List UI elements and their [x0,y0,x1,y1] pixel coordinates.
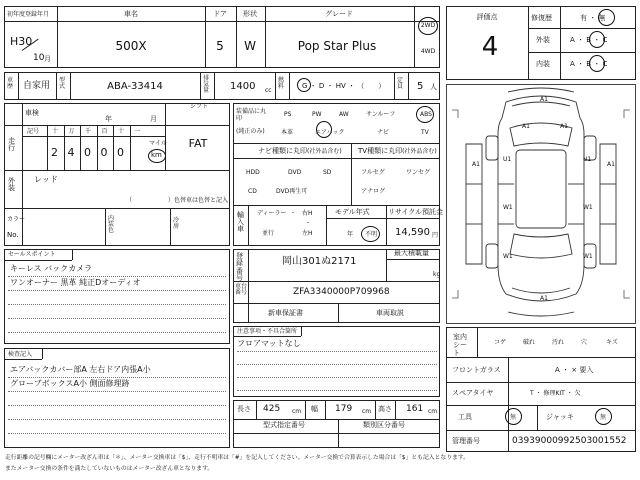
registration-label: 登録番号 [236,252,243,283]
displacement: 1400 [230,81,256,92]
diag-label-u1-left: U1 [503,156,512,163]
seat-item-3: 汚れ [552,339,565,346]
diag-label-a1-top: A1 [540,96,548,103]
fuel-label: 燃料 [278,77,285,90]
diag-label-a1-right: A1 [607,161,615,168]
import-right: 右H [302,210,313,217]
diag-label-a1-roof: A1 [560,123,568,130]
model-name: 500X [115,39,147,53]
equip-sunroof: サンルーフ [366,111,396,118]
digit-place-label: 千 [85,128,92,135]
equip-pw: PW [312,111,322,118]
seat-item-2: 破れ [523,339,536,346]
diag-label-u1-right: U1 [583,156,592,163]
mileage-symbol-label: 記号 [27,128,40,135]
class-label: 類別区分番号 [363,421,405,429]
tools-value: 無 [510,414,517,421]
max-load-label: 最大積載量 [394,249,429,257]
mileage-digit: 4 [67,146,75,159]
digit-place-label: 万 [68,128,75,135]
glass-label: フロントガラス [452,366,501,374]
glass-value: A ・ × 要入 [555,366,594,374]
seat-item-5: キズ [606,339,618,346]
model-label: 車名 [124,10,138,18]
footer-note-2: またメーター交換の条件を満たしていないものはメーター改ざん車となります。 [5,466,214,472]
recycle-value: 14,590 [395,227,430,238]
inspection-year: 年 [105,115,112,123]
inspection-month: 月 [150,115,157,123]
reg-month-unit: 月 [44,55,51,63]
car-diagram-svg [446,84,636,324]
import-dealer: ディーラー [257,210,287,217]
equip-aw: AW [339,111,349,118]
warranty-label: 新車保証書 [268,309,303,317]
navi-dvd: DVD [288,169,302,176]
digit-place-label: 百 [101,128,108,135]
equipment-sub: (純正のみ) [236,128,265,135]
equip-abs: ABS [420,111,432,118]
grade-label: グレード [325,10,353,18]
shape-value: W [244,39,256,53]
notes-label: 注意事項・不具合箇所 [237,328,298,335]
import-parallel: 並行 [262,230,275,237]
equip-leather: 本革 [281,129,294,136]
digit-divider [97,125,98,170]
model-year-suffix: 年 [347,231,354,238]
digit-place-label: 一 [134,128,141,135]
equipment-label: 装備品に丸印 [236,108,267,123]
footer-note-1: 走行距離の記号欄にメーター改ざん車は「＊」、メーター交換車は「$」、走行不明車は「#」を記入してください。メーター交換で合算表示した場合は「$」とも記入となります。 [5,455,469,461]
interior-seat-label: 室内シート [453,333,467,358]
digit-divider [113,125,114,170]
navi-dvd-play: DVD再生可 [276,188,308,195]
spare-label: スペアタイヤ [452,389,494,397]
repair-label: 修復歴 [531,14,552,22]
door-count: 5 [216,39,224,53]
digit-divider [64,125,65,170]
capacity-value: 5 [417,81,424,92]
seat-item-4: 穴 [581,339,588,346]
grade-value: Pop Star Plus [297,39,377,53]
mile-unit: マイル [149,140,167,147]
cc-unit: cc [265,87,272,94]
manual-label: 車両取説 [376,309,404,317]
drive-4wd: 4WD [420,48,436,55]
diag-label-w1-fl: W1 [503,204,513,211]
jack-value: 無 [600,414,607,421]
sales-line-1: キーレス バックカメラ [10,264,93,273]
inspection-label: 車検 [25,109,39,117]
score-label: 評価点 [476,13,498,21]
shift-label: シフト [190,103,209,110]
height-unit: cm [428,408,438,415]
inspector-label: 検査記入 [8,351,33,358]
inner-color-no: No. [7,231,19,239]
control-value: 03939000992503001552 [512,436,627,446]
shape-label: 形状 [243,10,257,18]
notes-text: フロアマットなし [237,339,301,348]
mileage-label: 走行 [8,137,15,152]
import-dot-1: ・ [290,210,297,217]
interior-color-label: 内装色 [108,215,115,234]
door-label: ドア [213,10,227,18]
tv-analog: アナログ [361,188,386,195]
diag-label-w1-rr: W1 [583,253,593,260]
digit-place-label: 十 [118,128,125,135]
model-spec-label: 型式指定番号 [263,421,305,429]
recycle-label: リサイクル預託金 [388,208,444,216]
equip-tv: TV [421,129,429,136]
max-load-unit: kg [433,271,441,278]
interior-label: 内装 [536,60,550,68]
chassis-label: 車台番号 [235,283,248,296]
capacity-label: 定員 [397,77,404,90]
equip-airbag: エアバック [315,129,345,136]
diag-label-w1-fr: W1 [583,204,593,211]
equip-ps: PS [284,111,292,118]
capacity-unit: 人 [430,83,437,91]
equip-navi: ナビ [377,129,390,136]
recycle-yen: 円 [432,232,439,239]
interior-value: A ・ B ・ C [570,60,608,68]
repair-value: 有 ・ 無 [580,14,606,22]
diag-label-a1-left: A1 [472,161,480,168]
reg-month: 10 [33,53,45,63]
sales-line-2: ワンオーナー 黒革 純正Dオーディオ [10,278,141,287]
seat-item-1: コゲ [494,339,507,346]
disp-label: 排気量 [203,75,210,94]
width-label: 幅 [311,405,318,413]
mileage-digit: 0 [84,146,91,159]
sales-label: セールスポイント [8,251,56,258]
mileage-digit: 0 [117,146,124,159]
use-label: 車歴 [7,77,14,90]
type-value: ABA-33414 [107,81,163,92]
tv-title: TV種類に丸印(社外品含む) [358,147,437,155]
fuel-options: G ・ D ・ HV ・ （ ） [302,82,386,90]
length-label: 長さ [237,405,251,413]
diag-label-a1-hood: A1 [522,123,530,130]
height-value: 161 [406,404,424,414]
navi-cd: CD [248,188,257,195]
reg-era: H30 [10,35,33,48]
refrigerant-label: 冷房 [173,217,180,230]
height-label: 高さ [378,405,392,413]
type-label: 型式 [59,77,66,90]
length-value: 425 [263,404,281,414]
mileage-digit: 2 [51,146,58,159]
registration-value: 岡山301ぬ2171 [282,256,357,267]
model-year-unknown: 不明 [365,231,378,238]
navi-title: ナビ種類に丸印(社外品含む) [258,147,342,155]
import-dot-2: ・ [305,220,312,227]
score-value: 4 [481,32,499,62]
exterior-label: 外装 [536,36,550,44]
chassis-value: ZFA3340000P709968 [293,287,390,297]
color-label: 外装 [8,177,15,192]
use-value: 自家用 [23,81,51,91]
digit-divider [130,125,131,170]
control-label: 管理番号 [452,437,480,445]
navi-hdd: HDD [246,169,260,176]
color-note: （ ）色替車は色替と記入 [126,197,229,204]
inspector-line-2: グローブボックスA小 側面修理跡 [10,379,130,388]
km-unit: km [151,151,162,159]
digit-divider [80,125,81,170]
inspector-line-1: エアバックカバー部A 左右ドア内張A小 [10,365,151,374]
diag-label-w1-rl: W1 [503,253,513,260]
exterior-value: A ・ B ・ C [570,36,608,44]
import-label: 輸入車 [237,211,244,233]
digit-place-label: 十 [52,128,59,135]
inner-color-label: カラー [7,216,26,223]
navi-sd: SD [323,169,332,176]
import-left: 左H [302,230,313,237]
length-unit: cm [292,408,302,415]
width-value: 179 [335,404,353,414]
drive-2wd: 2WD [420,22,436,29]
mileage-digit: 0 [100,146,108,159]
color-value: レッド [34,175,58,184]
jack-label: ジャッキ [546,413,574,421]
reg-date-label: 初年度登録年月 [7,11,50,18]
tv-oneseg: ワンセグ [406,169,431,176]
model-year-label: モデル年式 [335,208,370,216]
tools-label: 工具 [458,413,472,421]
tv-fullseg: フルセグ [361,169,385,176]
shift-value: FAT [188,137,208,150]
width-unit: cm [362,408,372,415]
spare-value: T ・ 修理KIT ・ 欠 [530,390,581,397]
diag-label-a1-rear: A1 [540,295,548,302]
